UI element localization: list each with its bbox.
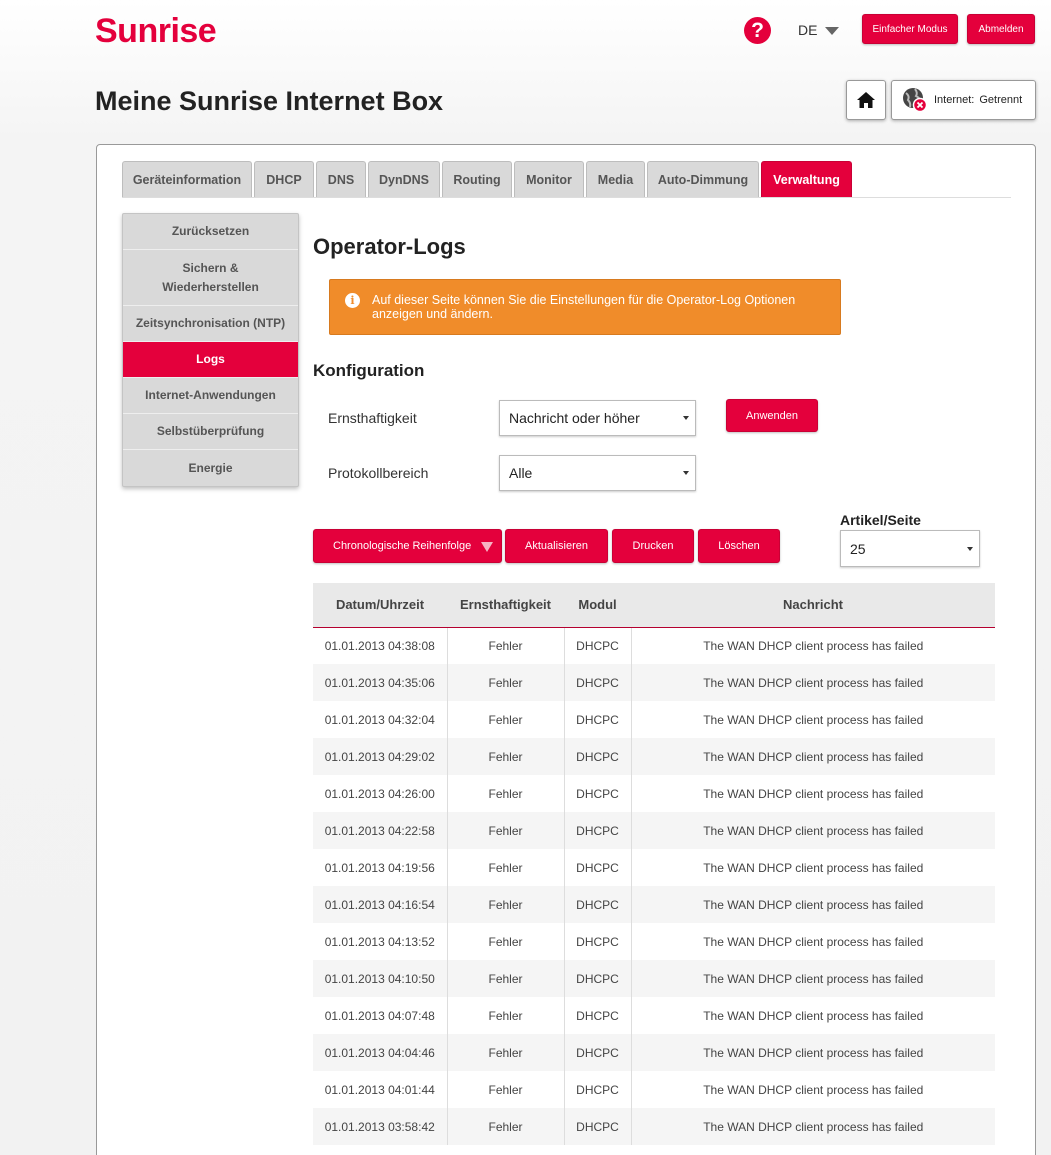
internet-label: Internet: — [934, 94, 975, 106]
refresh-button[interactable]: Aktualisieren — [505, 529, 608, 563]
triangle-down-icon — [480, 541, 494, 553]
cell-message: The WAN DHCP client process has failed — [631, 812, 995, 849]
table-row — [313, 664, 995, 701]
simple-mode-button[interactable]: Einfacher Modus — [862, 14, 958, 44]
home-button[interactable] — [846, 80, 886, 120]
cell-severity: Fehler — [447, 812, 564, 849]
table-row — [313, 1108, 995, 1145]
sort-order-button[interactable] — [313, 529, 502, 563]
cell-message: The WAN DHCP client process has failed — [631, 923, 995, 960]
cell-severity: Fehler — [447, 997, 564, 1034]
dropdown-arrow-icon — [967, 547, 973, 551]
cell-severity: Fehler — [447, 849, 564, 886]
cell-module: DHCPC — [564, 886, 631, 923]
cell-datetime: 01.01.2013 04:26:00 — [313, 775, 447, 812]
cell-module: DHCPC — [564, 701, 631, 738]
globe-disconnected-icon — [902, 87, 928, 113]
table-row — [313, 812, 995, 849]
cell-datetime: 01.01.2013 04:04:46 — [313, 1034, 447, 1071]
cell-message: The WAN DHCP client process has failed — [631, 886, 995, 923]
cell-module: DHCPC — [564, 1071, 631, 1108]
table-row — [313, 627, 995, 664]
column-header-message[interactable]: Nachricht — [631, 583, 995, 627]
column-header-module[interactable]: Modul — [564, 583, 631, 627]
cell-severity: Fehler — [447, 886, 564, 923]
severity-label: Ernsthaftigkeit — [328, 410, 417, 426]
column-header-severity[interactable]: Ernsthaftigkeit — [447, 583, 564, 627]
scope-select[interactable] — [499, 455, 696, 491]
scope-label: Protokollbereich — [328, 465, 429, 481]
table-body — [313, 627, 995, 1145]
cell-module: DHCPC — [564, 1034, 631, 1071]
cell-datetime: 01.01.2013 04:38:08 — [313, 627, 447, 664]
sort-order-label: Chronologische Reihenfolge — [333, 540, 472, 552]
dropdown-arrow-icon — [683, 471, 689, 475]
section-title: Operator-Logs — [313, 234, 466, 259]
info-icon: i — [345, 293, 360, 308]
cell-module: DHCPC — [564, 1108, 631, 1145]
column-header-datetime[interactable]: Datum/Uhrzeit — [313, 583, 447, 627]
home-icon — [856, 91, 876, 109]
cell-severity: Fehler — [447, 738, 564, 775]
table-row — [313, 775, 995, 812]
cell-datetime: 01.01.2013 04:16:54 — [313, 886, 447, 923]
cell-message: The WAN DHCP client process has failed — [631, 960, 995, 997]
cell-severity: Fehler — [447, 775, 564, 812]
cell-datetime: 01.01.2013 04:35:06 — [313, 664, 447, 701]
delete-button[interactable]: Löschen — [698, 529, 780, 563]
table-row — [313, 1034, 995, 1071]
internet-status: Getrennt — [979, 94, 1023, 106]
tab-media[interactable]: Media — [586, 161, 645, 197]
cell-datetime: 01.01.2013 04:07:48 — [313, 997, 447, 1034]
cell-module: DHCPC — [564, 775, 631, 812]
severity-select[interactable] — [499, 400, 696, 436]
logout-button[interactable]: Abmelden — [967, 14, 1035, 44]
sunrise-logo: Sunrise — [95, 12, 217, 50]
cell-datetime: 01.01.2013 04:13:52 — [313, 923, 447, 960]
chevron-down-icon[interactable] — [825, 27, 839, 35]
cell-message: The WAN DHCP client process has failed — [631, 738, 995, 775]
cell-severity: Fehler — [447, 701, 564, 738]
scope-value: Alle — [509, 465, 533, 481]
table-row — [313, 849, 995, 886]
language-selector[interactable]: DE — [798, 22, 818, 38]
tab-routing[interactable]: Routing — [442, 161, 512, 197]
cell-message: The WAN DHCP client process has failed — [631, 701, 995, 738]
cell-datetime: 01.01.2013 04:22:58 — [313, 812, 447, 849]
tab-dhcp[interactable]: DHCP — [254, 161, 314, 197]
cell-message: The WAN DHCP client process has failed — [631, 849, 995, 886]
cell-datetime: 01.01.2013 04:32:04 — [313, 701, 447, 738]
cell-message: The WAN DHCP client process has failed — [631, 1034, 995, 1071]
cell-message: The WAN DHCP client process has failed — [631, 1071, 995, 1108]
sidebar-item-logs[interactable]: Logs — [123, 342, 298, 378]
cell-module: DHCPC — [564, 812, 631, 849]
table-row — [313, 960, 995, 997]
apply-button[interactable]: Anwenden — [726, 399, 818, 432]
table-header-row — [313, 583, 995, 627]
table-row — [313, 886, 995, 923]
config-title: Konfiguration — [313, 361, 425, 380]
cell-module: DHCPC — [564, 997, 631, 1034]
tab-auto-dimmung[interactable]: Auto-Dimmung — [647, 161, 759, 197]
per-page-label: Artikel/Seite — [840, 512, 921, 528]
cell-severity: Fehler — [447, 1034, 564, 1071]
table-row — [313, 1071, 995, 1108]
tab-bar — [122, 161, 852, 197]
print-button[interactable]: Drucken — [612, 529, 694, 563]
cell-message: The WAN DHCP client process has failed — [631, 627, 995, 664]
per-page-value: 25 — [850, 540, 866, 557]
tab-dyndns[interactable]: DynDNS — [368, 161, 440, 197]
tab-geraeteinformation[interactable]: Geräteinformation — [122, 161, 252, 197]
cell-severity: Fehler — [447, 923, 564, 960]
cell-module: DHCPC — [564, 664, 631, 701]
cell-severity: Fehler — [447, 960, 564, 997]
table-row — [313, 701, 995, 738]
cell-severity: Fehler — [447, 664, 564, 701]
cell-severity: Fehler — [447, 1071, 564, 1108]
cell-datetime: 01.01.2013 04:10:50 — [313, 960, 447, 997]
cell-severity: Fehler — [447, 1108, 564, 1145]
tab-divider — [122, 197, 1011, 198]
tab-monitor[interactable]: Monitor — [514, 161, 584, 197]
severity-value: Nachricht oder höher — [509, 410, 640, 426]
cell-module: DHCPC — [564, 960, 631, 997]
sidebar-item-ntp[interactable]: Zeitsynchronisation (NTP) — [123, 306, 298, 342]
cell-datetime: 01.01.2013 04:29:02 — [313, 738, 447, 775]
sidebar-item-energie[interactable]: Energie — [188, 460, 233, 475]
cell-module: DHCPC — [564, 849, 631, 886]
cell-message: The WAN DHCP client process has failed — [631, 997, 995, 1034]
cell-datetime: 01.01.2013 04:01:44 — [313, 1071, 447, 1108]
cell-datetime: 01.01.2013 03:58:42 — [313, 1108, 447, 1145]
sidebar-item-selbstueberpruefung[interactable]: Selbstüberprüfung — [123, 414, 298, 450]
cell-module: DHCPC — [564, 738, 631, 775]
internet-status-button[interactable] — [891, 80, 1036, 120]
table-row — [313, 923, 995, 960]
sidebar — [122, 213, 299, 487]
cell-message: The WAN DHCP client process has failed — [631, 775, 995, 812]
tab-dns[interactable]: DNS — [316, 161, 366, 197]
info-text: Auf dieser Seite können Sie die Einstellungen für die Operator-Log Optionen anzeigen und ändern. — [372, 293, 796, 321]
per-page-select[interactable] — [840, 530, 980, 567]
dropdown-arrow-icon — [683, 416, 689, 420]
sidebar-item-sichern[interactable]: Sichern & Wiederherstellen — [123, 250, 298, 306]
info-banner — [329, 279, 841, 335]
cell-datetime: 01.01.2013 04:19:56 — [313, 849, 447, 886]
sidebar-item-zuruecksetzen[interactable]: Zurücksetzen — [123, 214, 298, 250]
cell-message: The WAN DHCP client process has failed — [631, 1108, 995, 1145]
tab-verwaltung[interactable]: Verwaltung — [761, 161, 852, 197]
sidebar-item-internet-anwendungen[interactable]: Internet-Anwendungen — [123, 378, 298, 414]
cell-severity: Fehler — [447, 627, 564, 664]
cell-module: DHCPC — [564, 923, 631, 960]
cell-message: The WAN DHCP client process has failed — [631, 664, 995, 701]
table-row — [313, 738, 995, 775]
log-table — [313, 583, 995, 1145]
table-row — [313, 997, 995, 1034]
cell-module: DHCPC — [564, 627, 631, 664]
help-icon[interactable]: ? — [744, 17, 771, 44]
page-title: Meine Sunrise Internet Box — [95, 86, 444, 116]
